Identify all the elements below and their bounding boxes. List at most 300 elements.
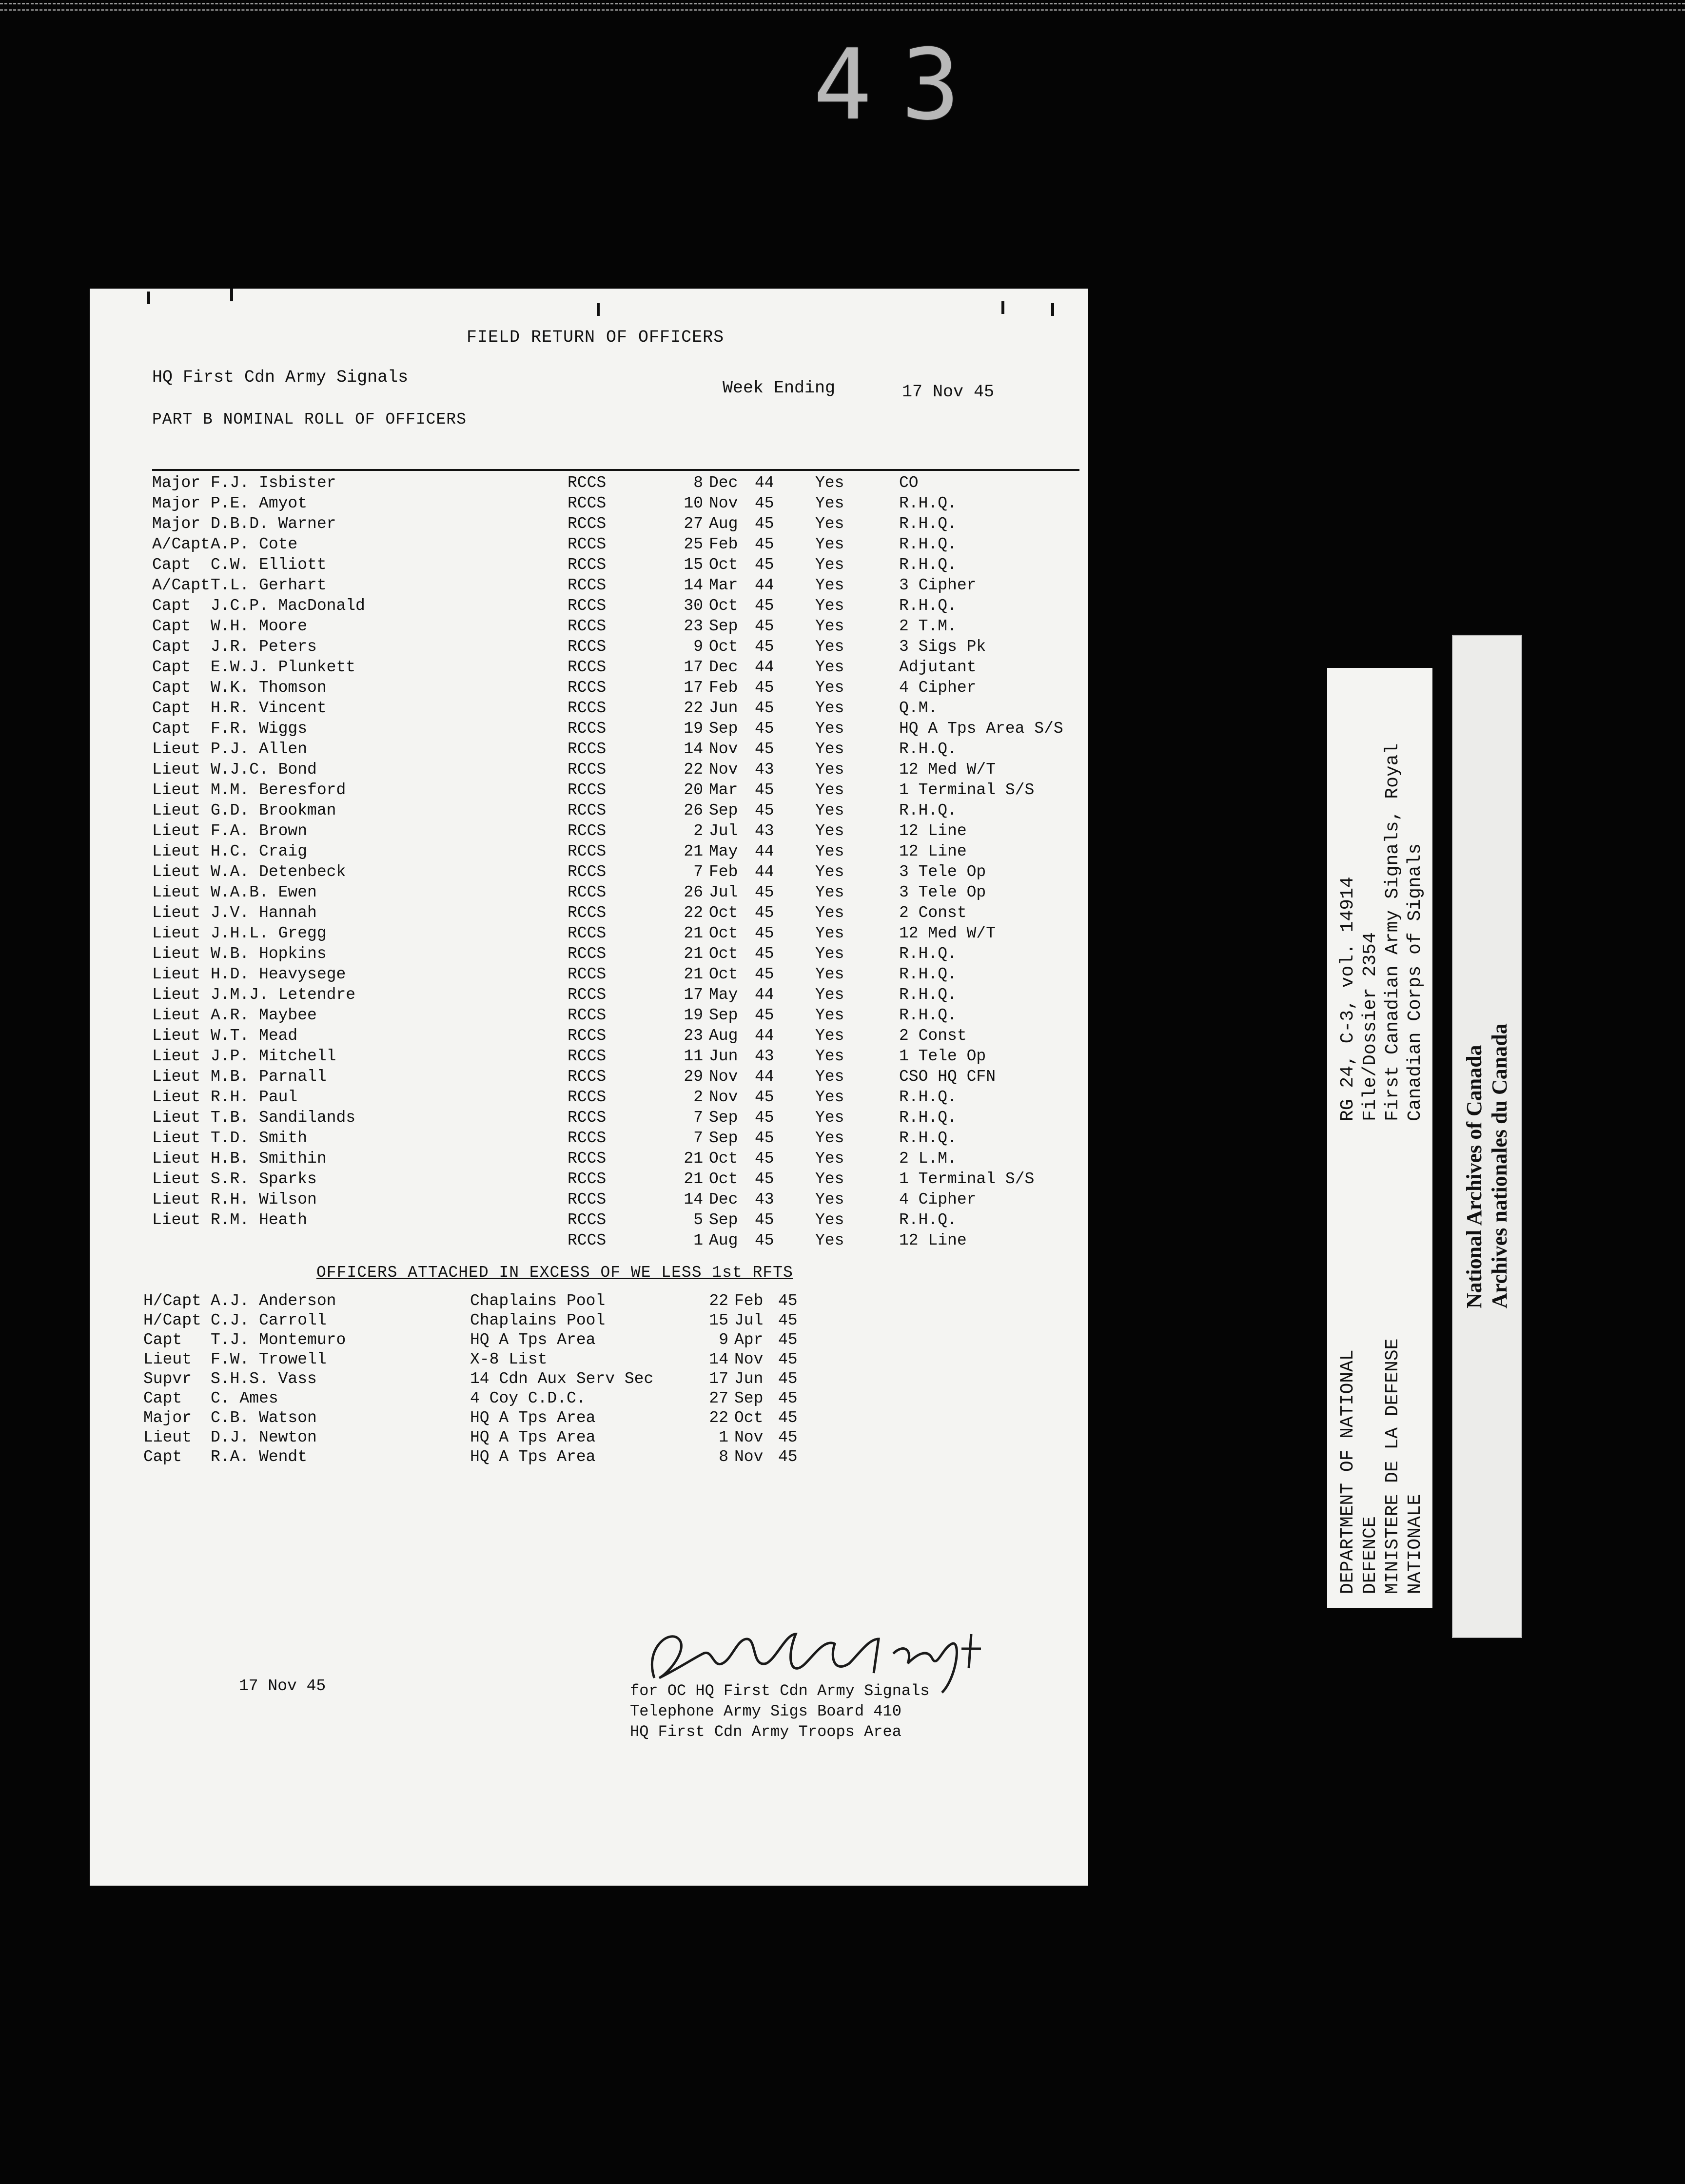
year-cell: 45 [755, 740, 774, 758]
year-cell: 43 [755, 822, 774, 840]
appointment-cell: R.H.Q. [899, 494, 957, 512]
corps-cell: RCCS [568, 535, 607, 553]
status-cell: Yes [815, 1150, 844, 1168]
day-cell: 23 [684, 1027, 703, 1045]
corps-cell: RCCS [568, 965, 607, 983]
year-cell: 45 [755, 494, 774, 512]
part-heading: PART B NOMINAL ROLL OF OFFICERS [152, 410, 467, 429]
day-cell: 17 [684, 658, 703, 676]
rank-cell: Lieut [152, 1006, 201, 1024]
month-cell: Nov [709, 494, 738, 512]
status-cell: Yes [815, 1109, 844, 1127]
table-row [152, 924, 1078, 945]
table-row [152, 1150, 1078, 1170]
rank-cell: Lieut [152, 1027, 201, 1045]
name-cell: S.H.S. Vass [211, 1370, 317, 1388]
table-row [152, 1006, 1078, 1027]
year-cell: 45 [755, 535, 774, 553]
month-cell: Oct [709, 924, 738, 942]
unit-cell: Chaplains Pool [470, 1292, 606, 1310]
status-cell: Yes [815, 965, 844, 983]
corps-cell: RCCS [568, 1190, 607, 1209]
year-cell: 45 [755, 1109, 774, 1127]
signature-line-2: Telephone Army Sigs Board 410 [630, 1702, 901, 1720]
day-cell: 21 [684, 945, 703, 963]
corps-cell: RCCS [568, 720, 607, 738]
month-cell: Dec [709, 474, 738, 492]
document-date: 17 Nov 45 [239, 1677, 326, 1695]
day-cell: 7 [693, 863, 703, 881]
corps-cell: RCCS [568, 801, 607, 819]
name-cell: A.J. Anderson [211, 1292, 336, 1310]
day-cell: 1 [693, 1231, 703, 1249]
document-page [90, 289, 1088, 1886]
rank-cell: H/Capt [143, 1292, 201, 1310]
status-cell: Yes [815, 1129, 844, 1147]
appointment-cell: 1 Terminal S/S [899, 1170, 1035, 1188]
archive-label [1327, 668, 1432, 1608]
name-cell: M.B. Parnall [211, 1068, 327, 1086]
corps-cell: RCCS [568, 740, 607, 758]
table-row [152, 699, 1078, 720]
name-cell: J.P. Mitchell [211, 1047, 336, 1065]
name-cell: T.J. Montemuro [211, 1331, 346, 1349]
name-cell: J.H.L. Gregg [211, 924, 327, 942]
status-cell: Yes [815, 494, 844, 512]
unit-cell: HQ A Tps Area [470, 1448, 596, 1466]
year-cell: 43 [755, 760, 774, 779]
day-cell: 21 [684, 842, 703, 860]
rank-cell: Lieut [152, 863, 201, 881]
name-cell: J.M.J. Letendre [211, 986, 356, 1004]
name-cell: F.R. Wiggs [211, 720, 308, 738]
name-cell: H.C. Craig [211, 842, 308, 860]
table-row [152, 556, 1078, 576]
name-cell: S.R. Sparks [211, 1170, 317, 1188]
day-cell: 23 [684, 617, 703, 635]
appointment-cell: 1 Tele Op [899, 1047, 986, 1065]
month-cell: Sep [734, 1389, 764, 1407]
name-cell: C.B. Watson [211, 1409, 317, 1427]
year-cell: 44 [755, 986, 774, 1004]
corps-cell: RCCS [568, 760, 607, 779]
year-cell: 44 [755, 842, 774, 860]
month-cell: Mar [709, 576, 738, 594]
appointment-cell: R.H.Q. [899, 740, 957, 758]
table-row [152, 679, 1078, 699]
month-cell: Jun [709, 1047, 738, 1065]
month-cell: Oct [709, 965, 738, 983]
day-cell: 19 [684, 1006, 703, 1024]
table-row [152, 515, 1078, 535]
name-cell: T.D. Smith [211, 1129, 308, 1147]
unit-cell: HQ A Tps Area [470, 1409, 596, 1427]
appointment-cell: R.H.Q. [899, 965, 957, 983]
heading-rule [152, 469, 1079, 471]
name-cell: W.A.B. Ewen [211, 883, 317, 901]
month-cell: Dec [709, 1190, 738, 1209]
status-cell: Yes [815, 945, 844, 963]
month-cell: Sep [709, 720, 738, 738]
table-row [152, 597, 1078, 617]
appointment-cell: 12 Med W/T [899, 924, 996, 942]
rank-cell: Capt [152, 699, 191, 717]
year-cell: 45 [778, 1370, 798, 1388]
year-cell: 44 [755, 474, 774, 492]
unit-cell: 4 Coy C.D.C. [470, 1389, 586, 1407]
corps-cell: RCCS [568, 576, 607, 594]
attached-row [143, 1292, 875, 1311]
rank-cell: Lieut [152, 781, 201, 799]
corps-cell: RCCS [568, 1109, 607, 1127]
appointment-cell: 2 L.M. [899, 1150, 957, 1168]
appointment-cell: CO [899, 474, 919, 492]
day-cell: 20 [684, 781, 703, 799]
attached-heading: OFFICERS ATTACHED IN EXCESS OF WE LESS 1st RFTS [316, 1264, 793, 1282]
corps-cell: RCCS [568, 1150, 607, 1168]
status-cell: Yes [815, 1211, 844, 1229]
day-cell: 8 [719, 1448, 728, 1466]
name-cell: D.B.D. Warner [211, 515, 336, 533]
table-row [152, 658, 1078, 679]
rank-cell: Lieut [152, 1109, 201, 1127]
status-cell: Yes [815, 924, 844, 942]
month-cell: Oct [734, 1409, 764, 1427]
rank-cell: Lieut [143, 1428, 192, 1446]
year-cell: 45 [755, 720, 774, 738]
day-cell: 7 [693, 1129, 703, 1147]
year-cell: 45 [755, 699, 774, 717]
department-line: DEFENCE [1360, 1516, 1381, 1594]
name-cell: J.V. Hannah [211, 904, 317, 922]
month-cell: Oct [709, 597, 738, 615]
appointment-cell: 3 Cipher [899, 576, 977, 594]
name-cell: W.H. Moore [211, 617, 308, 635]
rank-cell: Lieut [152, 842, 201, 860]
name-cell: J.C.P. MacDonald [211, 597, 365, 615]
month-cell: Aug [709, 1027, 738, 1045]
rank-cell: Lieut [152, 945, 201, 963]
status-cell: Yes [815, 904, 844, 922]
name-cell: R.H. Paul [211, 1088, 298, 1106]
frame-number: 43 [813, 28, 989, 142]
status-cell: Yes [815, 781, 844, 799]
appointment-cell: R.H.Q. [899, 945, 957, 963]
corps-cell: RCCS [568, 986, 607, 1004]
day-cell: 11 [684, 1047, 703, 1065]
table-row [152, 986, 1078, 1006]
day-cell: 15 [709, 1311, 728, 1329]
status-cell: Yes [815, 474, 844, 492]
table-row [152, 1211, 1078, 1231]
name-cell: A.P. Cote [211, 535, 298, 553]
corps-cell: RCCS [568, 842, 607, 860]
day-cell: 26 [684, 883, 703, 901]
day-cell: 26 [684, 801, 703, 819]
year-cell: 45 [755, 1150, 774, 1168]
year-cell: 45 [755, 617, 774, 635]
name-cell: C.W. Elliott [211, 556, 327, 574]
status-cell: Yes [815, 760, 844, 779]
day-cell: 21 [684, 1170, 703, 1188]
year-cell: 44 [755, 658, 774, 676]
day-cell: 22 [684, 904, 703, 922]
appointment-cell: R.H.Q. [899, 1211, 957, 1229]
table-row [152, 760, 1078, 781]
year-cell: 45 [755, 638, 774, 656]
name-cell: A.R. Maybee [211, 1006, 317, 1024]
month-cell: Feb [709, 863, 738, 881]
month-cell: Nov [734, 1448, 764, 1466]
margin-mark [1001, 301, 1004, 314]
film-border [0, 3, 1685, 11]
day-cell: 25 [684, 535, 703, 553]
table-row [152, 801, 1078, 822]
corps-cell: RCCS [568, 883, 607, 901]
table-row [152, 822, 1078, 842]
name-cell: M.M. Beresford [211, 781, 346, 799]
year-cell: 45 [778, 1389, 798, 1407]
month-cell: Feb [709, 679, 738, 697]
month-cell: Oct [709, 1170, 738, 1188]
status-cell: Yes [815, 556, 844, 574]
year-cell: 45 [778, 1311, 798, 1329]
day-cell: 2 [693, 1088, 703, 1106]
rank-cell: Lieut [152, 1088, 201, 1106]
year-cell: 45 [778, 1409, 798, 1427]
name-cell: T.L. Gerhart [211, 576, 327, 594]
appointment-cell: CSO HQ CFN [899, 1068, 996, 1086]
day-cell: 30 [684, 597, 703, 615]
appointment-cell: 4 Cipher [899, 679, 977, 697]
attached-row [143, 1370, 875, 1389]
month-cell: Feb [734, 1292, 764, 1310]
corps-cell: RCCS [568, 638, 607, 656]
name-cell: W.A. Detenbeck [211, 863, 346, 881]
rank-cell: Lieut [152, 883, 201, 901]
month-cell: Oct [709, 945, 738, 963]
name-cell: W.B. Hopkins [211, 945, 327, 963]
status-cell: Yes [815, 740, 844, 758]
year-cell: 45 [755, 1006, 774, 1024]
year-cell: 45 [778, 1292, 798, 1310]
reference-line: RG 24, C-3, vol. 14914 [1337, 877, 1358, 1121]
year-cell: 43 [755, 1190, 774, 1209]
status-cell: Yes [815, 801, 844, 819]
corps-cell: RCCS [568, 1129, 607, 1147]
rank-cell: Capt [152, 597, 191, 615]
month-cell: Oct [709, 638, 738, 656]
rank-cell: Major [152, 474, 201, 492]
rank-cell: Lieut [152, 1190, 201, 1209]
table-row [152, 1190, 1078, 1211]
status-cell: Yes [815, 1068, 844, 1086]
appointment-cell: 1 Terminal S/S [899, 781, 1035, 799]
signature-block [630, 1681, 930, 1742]
table-row [152, 720, 1078, 740]
status-cell: Yes [815, 576, 844, 594]
month-cell: Nov [734, 1428, 764, 1446]
name-cell: W.J.C. Bond [211, 760, 317, 779]
rank-cell: Capt [152, 556, 191, 574]
table-row [152, 638, 1078, 658]
unit-name: HQ First Cdn Army Signals [152, 368, 409, 387]
table-row [152, 1231, 1078, 1252]
corps-cell: RCCS [568, 494, 607, 512]
reference-line: Canadian Corps of Signals [1405, 843, 1426, 1121]
status-cell: Yes [815, 1190, 844, 1209]
corps-cell: RCCS [568, 781, 607, 799]
unit-cell: HQ A Tps Area [470, 1331, 596, 1349]
month-cell: Oct [709, 1150, 738, 1168]
day-cell: 22 [709, 1409, 728, 1427]
year-cell: 45 [755, 556, 774, 574]
table-row [152, 1129, 1078, 1150]
day-cell: 22 [709, 1292, 728, 1310]
table-row [152, 842, 1078, 863]
month-cell: Jul [709, 822, 738, 840]
name-cell: D.J. Newton [211, 1428, 317, 1446]
status-cell: Yes [815, 679, 844, 697]
corps-cell: RCCS [568, 904, 607, 922]
margin-mark [230, 289, 233, 301]
month-cell: Sep [709, 1211, 738, 1229]
rank-cell: Capt [152, 679, 191, 697]
table-row [152, 740, 1078, 760]
table-row [152, 617, 1078, 638]
document-title: FIELD RETURN OF OFFICERS [467, 328, 725, 347]
rank-cell: Lieut [152, 740, 201, 758]
day-cell: 21 [684, 924, 703, 942]
day-cell: 21 [684, 965, 703, 983]
status-cell: Yes [815, 617, 844, 635]
table-row [152, 494, 1078, 515]
unit-cell: HQ A Tps Area [470, 1428, 596, 1446]
archives-canada-label [1452, 635, 1522, 1638]
attached-row [143, 1311, 875, 1331]
status-cell: Yes [815, 1088, 844, 1106]
year-cell: 45 [755, 781, 774, 799]
corps-cell: RCCS [568, 617, 607, 635]
rank-cell: Major [152, 515, 201, 533]
appointment-cell: R.H.Q. [899, 597, 957, 615]
unit-cell: X-8 List [470, 1350, 548, 1368]
appointment-cell: HQ A Tps Area S/S [899, 720, 1063, 738]
attached-row [143, 1350, 875, 1370]
month-cell: Nov [734, 1350, 764, 1368]
appointment-cell: 2 T.M. [899, 617, 957, 635]
appointment-cell: 2 Const [899, 1027, 967, 1045]
corps-cell: RCCS [568, 924, 607, 942]
rank-cell: Lieut [152, 760, 201, 779]
year-cell: 45 [778, 1331, 798, 1349]
name-cell: C.J. Carroll [211, 1311, 327, 1329]
day-cell: 14 [684, 576, 703, 594]
name-cell: H.R. Vincent [211, 699, 327, 717]
appointment-cell: 12 Line [899, 1231, 967, 1249]
rank-cell: Lieut [143, 1350, 192, 1368]
week-ending-label: Week Ending [723, 378, 836, 398]
attached-officers [143, 1292, 875, 1467]
archives-en: National Archives of Canada [1462, 1045, 1486, 1308]
table-row [152, 1027, 1078, 1047]
attached-row [143, 1428, 875, 1448]
day-cell: 29 [684, 1068, 703, 1086]
day-cell: 9 [719, 1331, 728, 1349]
rank-cell: Lieut [152, 1211, 201, 1229]
table-row [152, 781, 1078, 801]
department-line: NATIONALE [1405, 1494, 1426, 1594]
status-cell: Yes [815, 535, 844, 553]
day-cell: 2 [693, 822, 703, 840]
month-cell: Oct [709, 904, 738, 922]
archives-fr: Archives nationales du Canada [1488, 1023, 1511, 1308]
table-row [152, 863, 1078, 883]
margin-mark [1051, 303, 1054, 316]
name-cell: E.W.J. Plunkett [211, 658, 356, 676]
name-cell: G.D. Brookman [211, 801, 336, 819]
month-cell: Sep [709, 801, 738, 819]
rank-cell: H/Capt [143, 1311, 201, 1329]
status-cell: Yes [815, 515, 844, 533]
signature-line-3: HQ First Cdn Army Troops Area [630, 1723, 901, 1741]
corps-cell: RCCS [568, 822, 607, 840]
rank-cell: Major [143, 1409, 192, 1427]
year-cell: 44 [755, 1068, 774, 1086]
status-cell: Yes [815, 1170, 844, 1188]
year-cell: 45 [755, 1129, 774, 1147]
reference-line: First Canadian Army Signals, Royal [1382, 743, 1403, 1121]
status-cell: Yes [815, 1047, 844, 1065]
status-cell: Yes [815, 720, 844, 738]
day-cell: 21 [684, 1150, 703, 1168]
rank-cell: Lieut [152, 904, 201, 922]
year-cell: 44 [755, 576, 774, 594]
unit-cell: 14 Cdn Aux Serv Sec [470, 1370, 654, 1388]
year-cell: 45 [755, 924, 774, 942]
rank-cell: Lieut [152, 1170, 201, 1188]
archives-title [1462, 1023, 1512, 1308]
rank-cell: Lieut [152, 1150, 201, 1168]
appointment-cell: R.H.Q. [899, 986, 957, 1004]
appointment-cell: R.H.Q. [899, 535, 957, 553]
appointment-cell: 12 Med W/T [899, 760, 996, 779]
table-row [152, 1170, 1078, 1190]
corps-cell: RCCS [568, 1088, 607, 1106]
month-cell: May [709, 986, 738, 1004]
year-cell: 45 [778, 1350, 798, 1368]
margin-mark [147, 292, 150, 304]
name-cell: F.W. Trowell [211, 1350, 327, 1368]
table-row [152, 1068, 1078, 1088]
status-cell: Yes [815, 1027, 844, 1045]
rank-cell: Lieut [152, 986, 201, 1004]
day-cell: 22 [684, 760, 703, 779]
name-cell: J.R. Peters [211, 638, 317, 656]
signature-line-1: for OC HQ First Cdn Army Signals [630, 1682, 930, 1700]
month-cell: Aug [709, 515, 738, 533]
month-cell: Jun [734, 1370, 764, 1388]
year-cell: 45 [755, 1211, 774, 1229]
status-cell: Yes [815, 658, 844, 676]
status-cell: Yes [815, 883, 844, 901]
appointment-cell: R.H.Q. [899, 515, 957, 533]
year-cell: 45 [778, 1448, 798, 1466]
status-cell: Yes [815, 1006, 844, 1024]
name-cell: R.M. Heath [211, 1211, 308, 1229]
rank-cell: Lieut [152, 1047, 201, 1065]
appointment-cell: 2 Const [899, 904, 967, 922]
